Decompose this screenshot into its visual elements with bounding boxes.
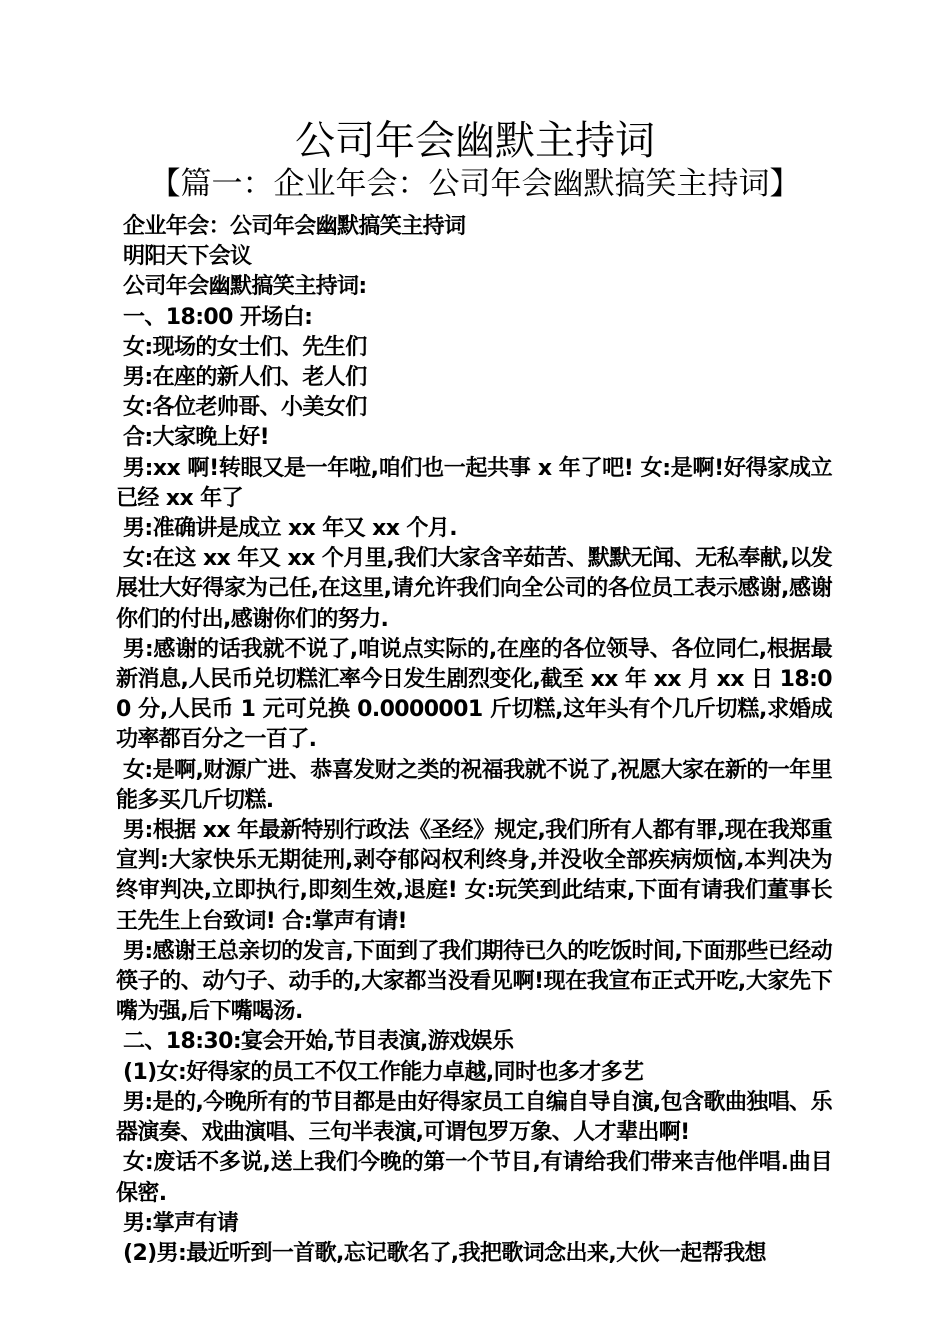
paragraph-8: 合:大家晚上好! [123, 425, 270, 451]
paragraph-19: 女:废话不多说,送上我们今晚的第一个节目,有请给我们带来吉他伴唱.曲目保密. [116, 1150, 832, 1206]
paragraph-1: 企业年会：公司年会幽默搞笑主持词 [123, 214, 466, 239]
document-subtitle: 【篇一：企业年会：公司年会幽默搞笑主持词】 [149, 166, 801, 202]
paragraph-6: 男:在座的新人们、老人们 [123, 365, 367, 391]
paragraph-14: 男:根据 xx 年最新特别行政法《圣经》规定,我们所有人都有罪,现在我郑重宣判:大家快乐无期徒刑,剥夺郁闷权利终身,并没收全部疾病烦恼,本判决为终审判决,立即执行,即刻生效,退庭! 女:玩笑到此结束,下面有请我们董事长王先生上台致词! 合:掌声有请! [116, 818, 832, 934]
paragraph-4: 一、18:00 开场白: [123, 304, 313, 330]
paragraph-15: 男:感谢王总亲切的发言,下面到了我们期待已久的吃饭时间,下面那些已经动筷子的、动勺子、动手的,大家都当没看见啊!现在我宣布正式开吃,大家先下嘴为强,后下嘴喝汤. [116, 938, 832, 1025]
paragraph-20: 男:掌声有请 [123, 1210, 239, 1236]
paragraph-5: 女:现场的女士们、先生们 [123, 334, 367, 360]
paragraph-7: 女:各位老帅哥、小美女们 [123, 395, 367, 421]
paragraph-11: 女:在这 xx 年又 xx 个月里,我们大家含辛茹苦、默默无闻、无私奉献,以发展壮大好得家为己任,在这里,请允许我们向全公司的各位员工表示感谢,感谢你们的付出,感谢你们的努力. [116, 546, 832, 632]
paragraph-21: (2)男:最近听到一首歌,忘记歌名了,我把歌词念出来,大伙一起帮我想 [123, 1240, 766, 1266]
document-title: 公司年会幽默主持词 [295, 118, 655, 164]
paragraph-2: 明阳天下会议 [123, 244, 252, 270]
paragraph-3: 公司年会幽默搞笑主持词: [123, 274, 367, 300]
paragraph-10: 男:准确讲是成立 xx 年又 xx 个月. [123, 516, 457, 542]
document-body [116, 212, 832, 1269]
paragraph-9: 男:xx 啊!转眼又是一年啦,咱们也一起共事 x 年了吧! 女:是啊!好得家成立已经 xx 年了 [116, 455, 832, 511]
paragraph-12: 男:感谢的话我就不说了,咱说点实际的,在座的各位领导、各位同仁,根据最新消息,人民币兑切糕汇率今日发生剧烈变化,截至 xx 年 xx 月 xx 日 18:00 分,人民币 1 元可兑换 0.0000001 斤切糕,这年头有个几斤切糕,求婚成功率都百分之一百了. [116, 636, 832, 753]
paragraph-18: 男:是的,今晚所有的节目都是由好得家员工自编自导自演,包含歌曲独唱、乐器演奏、戏曲演唱、三句半表演,可谓包罗万象、人才辈出啊! [116, 1089, 832, 1146]
paragraph-16: 二、18:30:宴会开始,节目表演,游戏娱乐 [123, 1029, 514, 1055]
paragraph-17: (1)女:好得家的员工不仅工作能力卓越,同时也多才多艺 [123, 1059, 644, 1085]
paragraph-13: 女:是啊,财源广进、恭喜发财之类的祝福我就不说了,祝愿大家在新的一年里能多买几斤切糕. [116, 757, 832, 813]
